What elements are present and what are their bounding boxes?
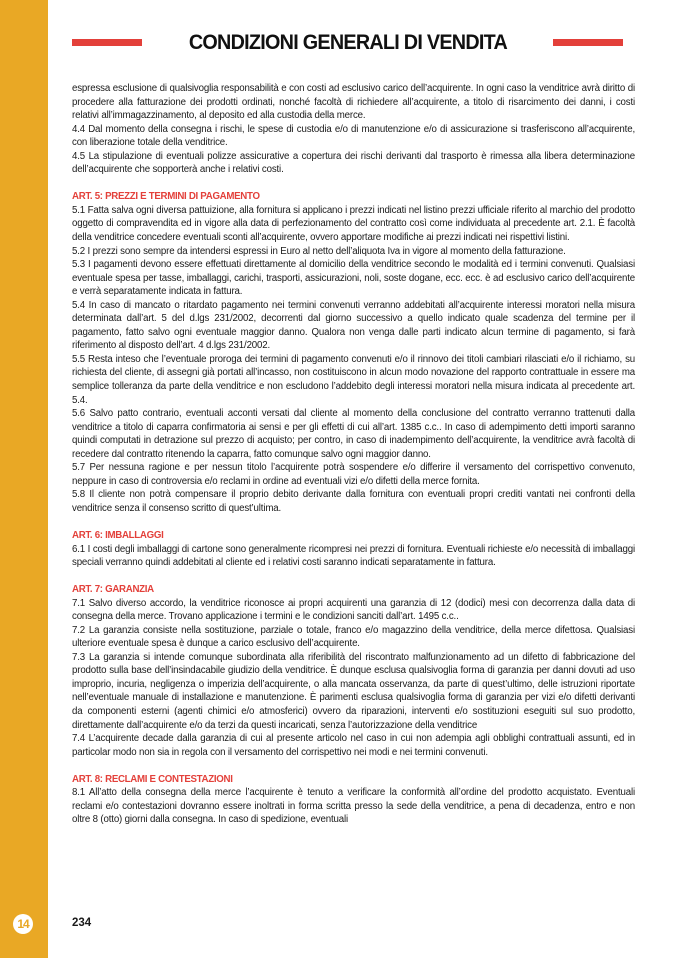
header-rule-right — [553, 39, 623, 46]
paragraph: 7.1 Salvo diverso accordo, la venditrice riconosce ai propri acquirenti una garanzia di 12 (dodici) mesi con decorrenza dalla data di consegna della merce. Trovano applicazione i termini e le condizioni sanciti dall’art. 1495 c.c.. — [72, 597, 635, 623]
document-body — [72, 82, 635, 827]
page-number: 234 — [72, 917, 92, 929]
chapter-number-badge: 14 — [13, 914, 33, 934]
paragraph: 5.7 Per nessuna ragione e per nessun titolo l’acquirente potrà sospendere e/o differire il versamento del corrispettivo convenuto, neppure in caso di controversia e/o reclami in ordine ad eventuali vizi e/o difetti della merce fornita. — [72, 462, 635, 487]
paragraph: 5.6 Salvo patto contrario, eventuali acconti versati dal cliente al momento della conclusione del contratto verranno trattenuti dalla venditrice a titolo di caparra confirmatoria ai sensi e per gli effetti di cui all’art. 1385 c.c.. In caso di adempimento detti importi saranno quindi computati in detrazione sul prezzo di acquisto; per contro, in caso di inadempimento dell’acquirente, la venditrice avrà facoltà di recedere dal contratto ritenendo la caparra, fatto comunque salvo ogni maggior danno. — [72, 408, 635, 460]
paragraph: 7.3 La garanzia si intende comunque subordinata alla riferibilità del riscontrato malfunzionamento ad un difetto di fabbricazione del prodotto sulla base dell’insindacabile giudizio della venditrice. È dunque esclusa qualsivoglia forma di garanzia per danni dovuti ad uso improprio, incuria, negligenza o imperizia dell’acquirente, o alla mancata osservanza, da parte di quest’ultimo, delle istruzioni riportate nell’eventuale manuale di installazione e manutenzione. È parimenti esclusa qualsivoglia forma di garanzia per vizi e/o difetti derivanti da componenti esterni (agenti chimici e/o atmosferici) ovvero da riparazioni, interventi e/o sostituzioni eseguiti sul suo prodotto, direttamente dall’acquirente e/o da terzi da questi incaricati, senza l’autorizzazione della venditrice — [72, 651, 635, 731]
article-heading: ART. 8: RECLAMI E CONTESTAZIONI — [72, 773, 233, 785]
article-heading: ART. 6: IMBALLAGGI — [72, 529, 164, 541]
paragraph: 5.4 In caso di mancato o ritardato pagamento nei termini convenuti verranno addebitati all’acquirente interessi moratori nella misura determinata dall’art. 5 del d.lgs 231/2002, decorrenti dal giorno successivo a quello indicato quale scadenza del termine per il pagamento, fatto salvo ogni eventuale maggior danno. Qualora non venga dalle parti indicato alcun termine di pagamento, si farà riferimento al disposto dell’art. 4 d.lgs 231/2002. — [72, 299, 635, 352]
article-heading: ART. 5: PREZZI E TERMINI DI PAGAMENTO — [72, 191, 260, 203]
header-rule-left — [72, 39, 142, 46]
paragraph: 4.4 Dal momento della consegna i rischi, le spese di custodia e/o di manutenzione e/o di assicurazione si trasferiscono all’acquirente, con liberazione totale della venditrice. — [72, 123, 635, 149]
paragraph: 5.1 Fatta salva ogni diversa pattuizione, alla fornitura si applicano i prezzi indicati nel listino prezzi ufficiale riferito al marchio del prodotto oggetto di compravendita ed in vigore alla data di perfezionamento del contratto così come individuata al precedente art. 2.1. È facoltà della venditrice concedere eventuali sconti all’acquirente, ovvero apportare modifiche ai prezzi indicati nei rispettivi listini. — [72, 204, 635, 243]
paragraph: 7.2 La garanzia consiste nella sostituzione, parziale o totale, franco e/o magazzino della venditrice, della merce difettosa. Qualsiasi ulteriore eventuale spesa è dunque a carico esclusivo dell’acquirente. — [72, 624, 635, 650]
article-heading: ART. 7: GARANZIA — [72, 584, 154, 596]
paragraph: 8.1 All’atto della consegna della merce l’acquirente è tenuto a verificare la conformità all’ordine del prodotto acquistato. Eventuali reclami e/o contestazioni dovranno essere inoltrati in forma scritta presso la sede della venditrice, a pena di decadenza, entro e non oltre 8 (otto) giorni dalla consegna. In caso di spedizione, eventuali — [72, 787, 635, 826]
page-header — [72, 28, 623, 56]
sidebar-color-band — [0, 0, 48, 958]
page-title: CONDIZIONI GENERALI DI VENDITA — [188, 29, 507, 54]
paragraph: espressa esclusione di qualsivoglia responsabilità e con costi ad esclusivo carico dell’acquirente. In ogni caso la venditrice avrà diritto di procedere alla fatturazione dei prodotti ordinati, nonché facoltà di richiedere all’acquirente, a titolo di risarcimento dei danni, i costi relativi all’immagazzinamento, al deposito ed alla custodia della merce. — [72, 83, 635, 122]
paragraph: 5.5 Resta inteso che l’eventuale proroga dei termini di pagamento convenuti e/o il rinnovo dei titoli cambiari rilasciati e/o il richiamo, su richiesta del cliente, di assegni già portati all’incasso, non costituiscono in alcun modo novazione del rapporto contrattuale in essere ma semplice tolleranza da parte della venditrice e non escludono l’addebito degli interessi moratori nella misura indicata al precedente art. 5.4. — [72, 353, 635, 406]
paragraph: 5.2 I prezzi sono sempre da intendersi espressi in Euro al netto dell’aliquota Iva in vigore al momento della fatturazione. — [72, 245, 566, 257]
paragraph: 6.1 I costi degli imballaggi di cartone sono generalmente ricompresi nei prezzi di fornitura. Eventuali richieste e/o necessità di imballaggi speciali verranno quindi addebitati al cliente ed i relativi costi saranno indicati separatamente in fattura. — [72, 543, 635, 569]
paragraph: 5.8 Il cliente non potrà compensare il proprio debito derivante dalla fornitura con eventuali propri crediti vantati nei confronti della venditrice senza il consenso scritto di quest’ultima. — [72, 489, 635, 514]
paragraph: 5.3 I pagamenti devono essere effettuati direttamente al domicilio della venditrice secondo le modalità ed i termini convenuti. Qualsiasi eventuale spesa per tasse, imballaggi, carichi, trasporti, assicurazioni, noli, soste dogane, ecc. ecc. è ad esclusivo carico dell’acquirente e verrà separatamente indicata in fattura. — [72, 259, 635, 298]
paragraph: 4.5 La stipulazione di eventuali polizze assicurative a copertura dei rischi derivanti dal trasporto è rimessa alla libera determinazione dell’acquirente che sopporterà anche i relativi costi. — [72, 150, 635, 176]
paragraph: 7.4 L’acquirente decade dalla garanzia di cui al presente articolo nel caso in cui non adempia agli obblighi contrattuali assunti, ed in particolar modo non sia in regola con il versamento del corrispettivo nei modi e nei termini convenuti. — [72, 733, 635, 758]
